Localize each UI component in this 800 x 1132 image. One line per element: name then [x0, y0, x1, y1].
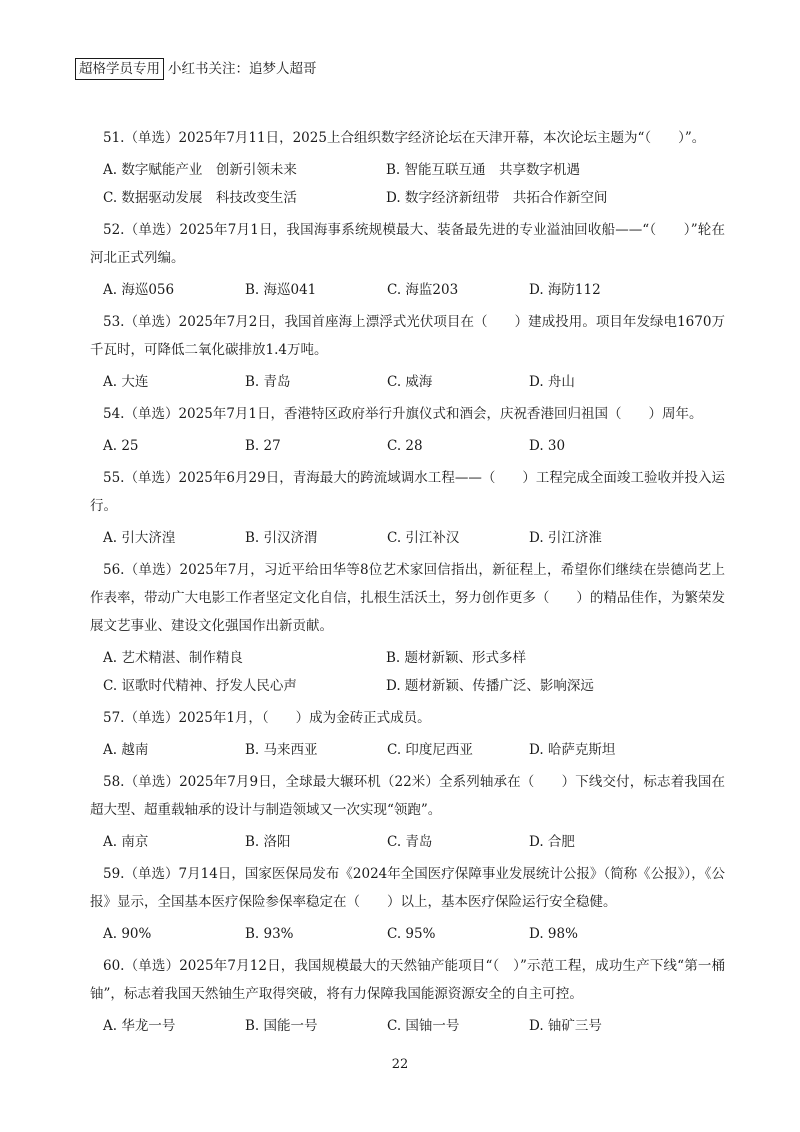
- answer-option: C. 威海: [387, 374, 433, 390]
- question-stem: 57.（单选）2025年1月，（ ）成为金砖正式成员。: [103, 710, 431, 726]
- answer-option: B. 93%: [245, 926, 294, 942]
- answer-option: A. 越南: [103, 742, 149, 758]
- answer-option: D. 合肥: [529, 834, 575, 850]
- answer-option: A. 大连: [103, 374, 149, 390]
- answer-option: A. 华龙一号: [103, 1018, 176, 1034]
- question-list: [90, 124, 725, 1044]
- option-group: [103, 156, 725, 212]
- answer-option: D. 海防112: [529, 282, 601, 298]
- answer-option: A. 25: [103, 438, 139, 454]
- answer-option: A. 南京: [103, 834, 149, 850]
- answer-option: A. 引大济湟: [103, 530, 176, 546]
- answer-option: C. 印度尼西亚: [387, 742, 473, 758]
- question-stem: 55.（单选）2025年6月29日，青海最大的跨流域调水工程——（ ）工程完成全面竣工验收并投入运行。: [90, 470, 725, 514]
- header-text: 小红书关注：追梦人超哥: [168, 61, 317, 77]
- page-number: 22: [391, 1057, 409, 1072]
- answer-option: B. 马来西亚: [245, 742, 318, 758]
- answer-option: D. 引江济淮: [529, 530, 602, 546]
- answer-option: C. 数据驱动发展 科技改变生活: [103, 190, 297, 206]
- answer-option: C. 讴歌时代精神、抒发人民心声: [103, 678, 297, 694]
- question-item: [103, 124, 725, 212]
- option-group: [103, 276, 725, 304]
- question-item: [90, 952, 725, 1040]
- question-item: [90, 216, 725, 304]
- answer-option: B. 题材新颖、形式多样: [386, 650, 527, 666]
- answer-option: D. 铀矿三号: [529, 1018, 602, 1034]
- option-group: [103, 736, 725, 764]
- option-group: [103, 432, 725, 460]
- question-item: [90, 556, 725, 700]
- answer-option: A. 艺术精湛、制作精良: [103, 650, 243, 666]
- answer-option: D. 题材新颖、传播广泛、影响深远: [386, 678, 594, 694]
- header-tag: 超格学员专用: [75, 58, 164, 80]
- question-stem: 59.（单选）7月14日，国家医保局发布《2024年全国医疗保障事业发展统计公报》（简称《公报》），《公报》显示，全国基本医疗保险参保率稳定在（ ）以上，基本医疗保险运行安全稳健。: [90, 866, 725, 910]
- option-group: [103, 524, 725, 552]
- answer-option: A. 数字赋能产业 创新引领未来: [103, 162, 297, 178]
- question-item: [103, 704, 725, 764]
- question-item: [90, 464, 725, 552]
- question-item: [90, 860, 725, 948]
- answer-option: D. 数字经济新纽带 共拓合作新空间: [386, 190, 608, 206]
- answer-option: B. 27: [245, 438, 281, 454]
- page-header: [75, 58, 317, 80]
- answer-option: C. 28: [387, 438, 423, 454]
- question-stem: 58.（单选）2025年7月9日，全球最大辗环机（22米）全系列轴承在（ ）下线交付，标志着我国在超大型、超重载轴承的设计与制造领域又一次实现“领跑”。: [90, 774, 725, 818]
- question-item: [103, 400, 725, 460]
- question-item: [90, 308, 725, 396]
- option-group: [103, 644, 725, 700]
- option-group: [103, 1012, 725, 1040]
- answer-option: A. 海巡056: [103, 282, 175, 298]
- answer-option: C. 95%: [387, 926, 436, 942]
- question-stem: 51.（单选）2025年7月11日，2025上合组织数字经济论坛在天津开幕，本次论坛主题为“（ ）”。: [103, 130, 706, 146]
- answer-option: C. 引江补汉: [387, 530, 460, 546]
- answer-option: B. 智能互联互通 共享数字机遇: [386, 162, 581, 178]
- question-stem: 60.（单选）2025年7月12日，我国规模最大的天然铀产能项目“（ ）”示范工程，成功生产下线“第一桶铀”，标志着我国天然铀生产取得突破，将有力保障我国能源资源安全的自主可控。: [90, 958, 725, 1002]
- answer-option: D. 舟山: [529, 374, 575, 390]
- answer-option: C. 青岛: [387, 834, 433, 850]
- answer-option: D. 哈萨克斯坦: [529, 742, 616, 758]
- question-stem: 52.（单选）2025年7月1日，我国海事系统规模最大、装备最先进的专业溢油回收船——“（ ）”轮在河北正式列编。: [90, 222, 725, 266]
- option-group: [103, 920, 725, 948]
- answer-option: B. 洛阳: [245, 834, 291, 850]
- answer-option: C. 国铀一号: [387, 1018, 460, 1034]
- answer-option: D. 98%: [529, 926, 578, 942]
- answer-option: D. 30: [529, 438, 566, 454]
- answer-option: B. 海巡041: [245, 282, 317, 298]
- option-group: [103, 368, 725, 396]
- answer-option: A. 90%: [103, 926, 152, 942]
- question-stem: 54.（单选）2025年7月1日，香港特区政府举行升旗仪式和酒会，庆祝香港回归祖国（ ）周年。: [103, 406, 703, 422]
- question-stem: 56.（单选）2025年7月，习近平给田华等8位艺术家回信指出，新征程上，希望你们继续在崇德尚艺上作表率，带动广大电影工作者坚定文化自信，扎根生活沃土，努力创作更多（ ）的精品佳作，为繁荣发展文艺事业、建设文化强国作出新贡献。: [90, 562, 725, 634]
- answer-option: B. 引汉济渭: [245, 530, 318, 546]
- question-stem: 53.（单选）2025年7月2日，我国首座海上漂浮式光伏项目在（ ）建成投用。项目年发绿电1670万千瓦时，可降低二氧化碳排放1.4万吨。: [90, 314, 725, 358]
- answer-option: B. 青岛: [245, 374, 291, 390]
- answer-option: C. 海监203: [387, 282, 459, 298]
- answer-option: B. 国能一号: [245, 1018, 318, 1034]
- option-group: [103, 828, 725, 856]
- question-item: [90, 768, 725, 856]
